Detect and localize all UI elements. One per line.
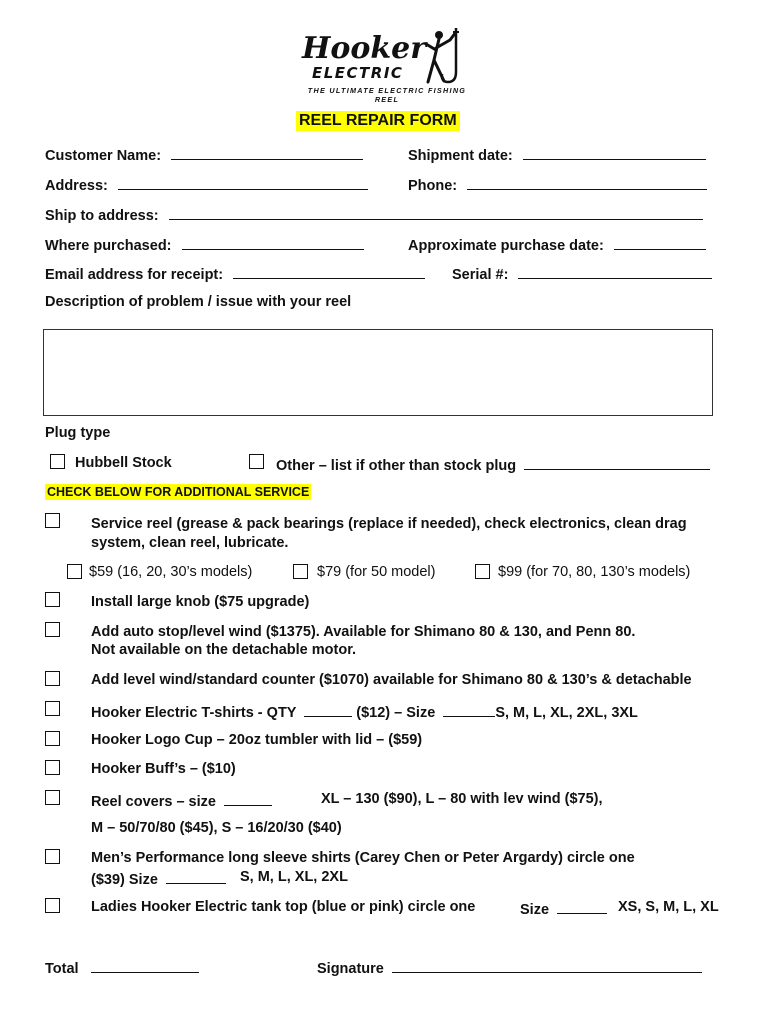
- reel-covers-prices-1: XL – 130 ($90), L – 80 with lev wind ($75),: [321, 791, 603, 807]
- customer-name-row: [45, 145, 363, 164]
- reel-covers-prices-2: M – 50/70/80 ($45), S – 16/20/30 ($40): [91, 820, 342, 836]
- mens-shirts-size-field[interactable]: [166, 869, 226, 884]
- description-label: Description of problem / issue with your reel: [45, 294, 352, 310]
- mens-shirts-line1: Men’s Performance long sleeve shirts (Carey Chen or Peter Argardy) circle one: [91, 850, 635, 866]
- logo-tagline: THE ULTIMATE ELECTRIC FISHING REEL: [307, 86, 467, 104]
- total-label: Total: [45, 961, 79, 977]
- serial-field[interactable]: [518, 264, 712, 279]
- address-field[interactable]: [118, 175, 368, 190]
- signature-label: Signature: [317, 961, 384, 977]
- shipment-date-field[interactable]: [523, 145, 706, 160]
- approx-date-row: [408, 235, 706, 254]
- price-59-label: $59 (16, 20, 30’s models): [89, 564, 253, 580]
- address-row: [45, 175, 368, 194]
- hooker-logo-graphic: [298, 26, 476, 86]
- reel-covers-checkbox[interactable]: [45, 790, 60, 805]
- mens-shirts-size-label: ($39) Size: [91, 872, 158, 888]
- tshirts-label: Hooker Electric T-shirts - QTY: [91, 705, 297, 721]
- ship-to-label: Ship to address:: [45, 208, 159, 224]
- ladies-tank-label: Ladies Hooker Electric tank top (blue or pink) circle one: [91, 899, 476, 915]
- serial-label: Serial #:: [452, 267, 509, 283]
- phone-row: [408, 175, 707, 194]
- buffs-label: Hooker Buff’s – ($10): [91, 761, 236, 777]
- hubbell-stock-checkbox[interactable]: [50, 454, 65, 469]
- price-59-checkbox[interactable]: [67, 564, 82, 579]
- price-99-label: $99 (for 70, 80, 130’s models): [498, 564, 691, 580]
- tshirts-row: [91, 702, 638, 721]
- other-plug-field[interactable]: [524, 455, 710, 470]
- ladies-tank-size-field[interactable]: [557, 899, 607, 914]
- other-plug-row: [276, 455, 710, 474]
- cup-checkbox[interactable]: [45, 731, 60, 746]
- plug-type-heading: Plug type: [45, 425, 111, 441]
- ladies-tank-checkbox[interactable]: [45, 898, 60, 913]
- address-label: Address:: [45, 178, 108, 194]
- additional-service-heading: CHECK BELOW FOR ADDITIONAL SERVICE: [47, 485, 310, 499]
- approx-date-label: Approximate purchase date:: [408, 238, 604, 254]
- large-knob-checkbox[interactable]: [45, 592, 60, 607]
- tshirts-qty-field[interactable]: [304, 702, 352, 717]
- cup-label: Hooker Logo Cup – 20oz tumbler with lid – ($59): [91, 732, 423, 748]
- email-row: [45, 264, 425, 283]
- level-wind-label: Add level wind/standard counter ($1070) available for Shimano 80 & 130’s & detachable: [91, 672, 692, 688]
- total-field[interactable]: [91, 958, 199, 973]
- other-plug-checkbox[interactable]: [249, 454, 264, 469]
- mens-shirts-row2: [91, 869, 226, 888]
- ship-to-field[interactable]: [169, 205, 703, 220]
- customer-name-label: Customer Name:: [45, 148, 162, 164]
- buffs-checkbox[interactable]: [45, 760, 60, 775]
- reel-covers-row: [91, 791, 272, 810]
- service-reel-line1: Service reel (grease & pack bearings (replace if needed), check electronics, clean drag: [91, 516, 687, 532]
- other-plug-label: Other – list if other than stock plug: [276, 458, 517, 474]
- brand-logo: [298, 26, 476, 104]
- reel-covers-label: Reel covers – size: [91, 794, 216, 810]
- ladies-tank-size-label: Size: [520, 902, 550, 918]
- where-purchased-row: [45, 235, 364, 254]
- reel-covers-size-field[interactable]: [224, 791, 272, 806]
- signature-row: [317, 958, 702, 977]
- auto-stop-line2: Not available on the detachable motor.: [91, 642, 357, 658]
- where-purchased-label: Where purchased:: [45, 238, 172, 254]
- shipment-date-label: Shipment date:: [408, 148, 513, 164]
- hubbell-stock-label: Hubbell Stock: [75, 455, 172, 471]
- serial-row: [452, 264, 712, 283]
- service-reel-checkbox[interactable]: [45, 513, 60, 528]
- tshirts-checkbox[interactable]: [45, 701, 60, 716]
- tshirts-price-label: ($12) – Size: [356, 705, 436, 721]
- logo-script-text: Hooker: [302, 31, 427, 66]
- tshirts-size-field[interactable]: [443, 702, 495, 717]
- phone-field[interactable]: [467, 175, 707, 190]
- tshirts-sizes: S, M, L, XL, 2XL, 3XL: [495, 705, 638, 721]
- total-row: [45, 958, 199, 977]
- mens-shirts-checkbox[interactable]: [45, 849, 60, 864]
- ladies-tank-sizes: XS, S, M, L, XL: [618, 899, 719, 915]
- ladies-tank-size-row: [520, 899, 607, 918]
- signature-field[interactable]: [392, 958, 702, 973]
- large-knob-label: Install large knob ($75 upgrade): [91, 594, 310, 610]
- ship-to-row: [45, 205, 703, 224]
- approx-date-field[interactable]: [614, 235, 706, 250]
- shipment-date-row: [408, 145, 706, 164]
- problem-description-box[interactable]: [43, 329, 713, 416]
- auto-stop-checkbox[interactable]: [45, 622, 60, 637]
- customer-name-field[interactable]: [171, 145, 363, 160]
- where-purchased-field[interactable]: [182, 235, 364, 250]
- price-79-checkbox[interactable]: [293, 564, 308, 579]
- auto-stop-line1: Add auto stop/level wind ($1375). Available for Shimano 80 & 130, and Penn 80.: [91, 624, 636, 640]
- email-label: Email address for receipt:: [45, 267, 224, 283]
- level-wind-checkbox[interactable]: [45, 671, 60, 686]
- form-title: REEL REPAIR FORM: [296, 111, 460, 131]
- service-reel-line2: system, clean reel, lubricate.: [91, 535, 289, 551]
- mens-shirts-sizes: S, M, L, XL, 2XL: [240, 869, 348, 885]
- price-79-label: $79 (for 50 model): [317, 564, 436, 580]
- email-field[interactable]: [233, 264, 425, 279]
- phone-label: Phone:: [408, 178, 458, 194]
- logo-brand-text: ELECTRIC: [312, 64, 404, 82]
- price-99-checkbox[interactable]: [475, 564, 490, 579]
